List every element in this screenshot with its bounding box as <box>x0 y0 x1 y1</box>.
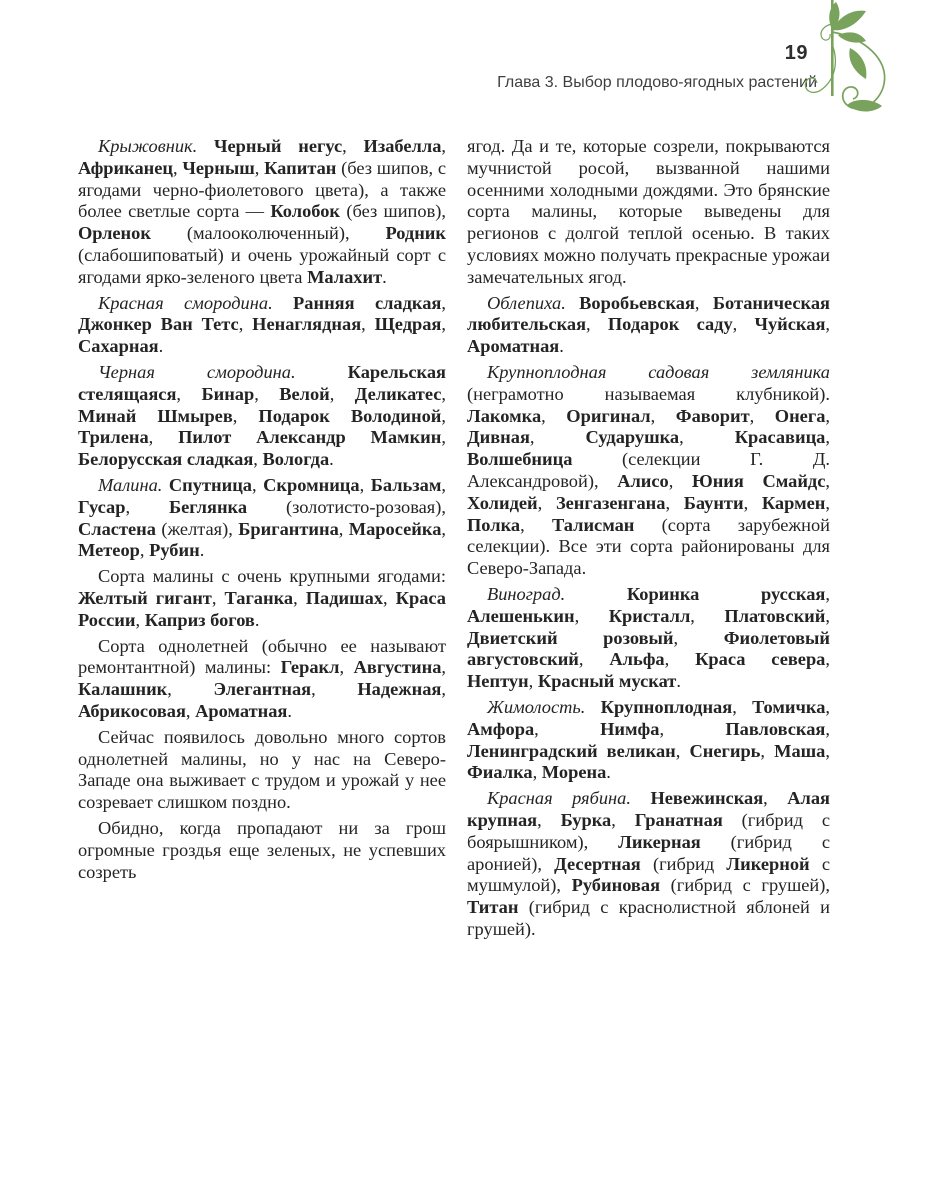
variety-name: Нимфа <box>600 718 660 739</box>
body-text: (без шипов), <box>340 201 446 222</box>
body-text: . <box>329 449 334 470</box>
body-text: , <box>825 405 831 426</box>
body-text: , <box>441 136 446 156</box>
body-text: . <box>199 540 205 561</box>
body-text: Сейчас появилось довольно много сортов однолетней малины, но у нас на Северо-Западе она выживает с трудом и урожай у нее созревает слишком поздно. <box>78 726 446 813</box>
body-text: (неграмотно называемая клубникой). <box>467 383 830 404</box>
species-name: Жимолость. <box>487 696 586 717</box>
body-text: , <box>232 405 259 426</box>
variety-name: Полка <box>467 514 521 535</box>
variety-name: Двиетский розовый <box>467 627 674 648</box>
body-text: , <box>825 314 831 335</box>
paragraph <box>467 584 830 693</box>
variety-name: Спутница <box>168 474 252 495</box>
variety-name: Нептун <box>467 671 529 692</box>
species-name: Крыжовник. <box>98 136 198 156</box>
body-text <box>296 362 348 382</box>
variety-name: Кармен <box>761 492 826 513</box>
body-text: , <box>659 718 726 739</box>
body-text: , <box>441 314 446 335</box>
body-text: , <box>148 427 179 448</box>
body-text: , <box>441 518 446 539</box>
body-text: . <box>606 762 611 783</box>
variety-name: Красавица <box>734 427 826 448</box>
variety-name: Рубиновая <box>571 875 661 896</box>
body-text: (селекции Г. Д. Александровой), <box>467 449 830 491</box>
species-name: Крупноплодная садовая земляника <box>487 361 830 382</box>
paragraph <box>467 136 830 289</box>
body-text: , <box>383 587 396 608</box>
body-text: , <box>532 762 542 783</box>
body-text: Обидно, когда пропадают ни за грош огромные гроздья еще зеленых, не успевших созреть <box>78 817 446 882</box>
body-text: , <box>578 649 610 670</box>
body-text: , <box>528 671 538 692</box>
body-text: , <box>441 657 446 678</box>
body-text: , <box>441 427 446 448</box>
variety-name: Алисо <box>617 470 669 491</box>
variety-name: Коринка русская <box>626 583 826 604</box>
variety-name: Бинар <box>201 383 255 404</box>
variety-name: Ароматная <box>467 336 560 357</box>
variety-name: Абрикосовая <box>78 700 186 721</box>
variety-name: Каприз богов <box>144 609 255 630</box>
body-text: . <box>287 700 292 721</box>
body-text: , <box>441 292 446 313</box>
body-text: (слабошиповатый) и очень урожайный сорт с ягодами ярко-зеленого цвета <box>78 244 446 287</box>
paragraph <box>467 697 830 784</box>
variety-name: Велой <box>279 383 330 404</box>
body-text: , <box>743 492 762 513</box>
variety-name: Невежинская <box>650 788 764 809</box>
body-text: (сорта зарубежной селекции). Все эти сорта районированы для Северо-Запада. <box>467 514 830 579</box>
variety-name: Ненаглядная <box>252 314 362 335</box>
variety-name: Алая крупная <box>467 788 830 830</box>
body-text <box>566 293 579 313</box>
variety-name: Сластена <box>78 518 156 539</box>
variety-name: Талисман <box>551 514 635 535</box>
body-text: . <box>158 336 164 357</box>
body-text: , <box>825 649 830 670</box>
variety-name: Лакомка <box>467 405 542 426</box>
variety-name: Надежная <box>357 679 442 700</box>
body-text: , <box>441 474 446 495</box>
body-text: (гибрид <box>640 853 727 874</box>
body-text: , <box>173 157 183 178</box>
body-text: ягод. Да и те, которые созрели, покрываются мучнистой росой, вызванной нашими осенними холодными дождями. Это брянские сорта малины, которые выведены для регионов с долгой теплой осенью. В таких условиях можно получать прекрасные урожаи замечательных ягод. <box>467 136 830 287</box>
page-number: 19 <box>784 42 808 64</box>
body-text: (гибрид с аронией), <box>467 831 830 874</box>
paragraph <box>78 475 446 562</box>
variety-name: Маросейка <box>348 518 442 539</box>
paragraph <box>467 788 830 941</box>
body-text: , <box>825 718 830 739</box>
paragraph <box>78 818 446 883</box>
text-column-left <box>78 136 446 887</box>
variety-name: Подарок саду <box>607 314 733 335</box>
variety-name: Элегантная <box>213 679 312 700</box>
species-name: Красная смородина. <box>98 292 273 313</box>
body-text: , <box>825 696 830 717</box>
body-text: , <box>825 583 830 604</box>
variety-name: Джонкер Ван Тетс <box>78 314 239 335</box>
paragraph <box>467 362 830 580</box>
variety-name: Калашник <box>78 679 168 700</box>
variety-name: Фиолетовый августовский <box>467 627 830 670</box>
body-text: (малооколюченный), <box>150 223 386 244</box>
body-text: , <box>185 700 196 721</box>
body-text: (без шипов, с ягодами черно-фиолетового цвета), а также более светлые сорта — <box>78 157 447 222</box>
variety-name: Гусар <box>78 496 126 517</box>
body-text: , <box>252 474 264 495</box>
body-text <box>273 293 293 313</box>
body-text: . <box>254 609 260 630</box>
variety-name: Подарок Володиной <box>258 405 442 426</box>
body-text: , <box>361 314 375 335</box>
body-text: , <box>441 405 446 426</box>
species-name: Черная смородина. <box>98 361 296 382</box>
paragraph <box>78 293 446 358</box>
body-text: , <box>825 470 831 491</box>
variety-name: Фаворит <box>675 405 750 426</box>
variety-name: Алешенькин <box>467 605 575 626</box>
body-text: , <box>441 383 446 404</box>
variety-name: Платовский <box>724 605 826 626</box>
body-text: (гибрид с боярышником), <box>467 809 830 852</box>
variety-name: Крупноплодная <box>600 696 733 717</box>
body-text: с мушмулой), <box>467 853 831 896</box>
variety-name: Бурка <box>560 809 612 830</box>
species-name: Малина. <box>98 474 163 495</box>
body-text: Сорта малины с очень крупными ягодами: <box>98 566 446 587</box>
paragraph <box>78 362 446 471</box>
body-text: , <box>293 587 306 608</box>
body-text: (золотисто-розовая), <box>247 496 446 517</box>
body-text <box>631 788 650 808</box>
body-text: , <box>694 292 713 313</box>
variety-name: Волшебница <box>467 449 573 470</box>
body-text: , <box>665 492 684 513</box>
variety-name: Трилена <box>78 427 149 448</box>
variety-name: Томичка <box>752 696 826 717</box>
variety-name: Падишах <box>305 587 384 608</box>
body-text: , <box>520 514 552 535</box>
body-text: , <box>541 405 567 426</box>
variety-name: Маша <box>774 740 826 761</box>
variety-name: Деликатес <box>354 383 442 404</box>
body-text: , <box>664 649 696 670</box>
variety-name: Ликерной <box>726 853 810 874</box>
variety-name: Юния Смайдс <box>691 470 826 491</box>
variety-name: Гранатная <box>634 809 723 830</box>
variety-name: Онега <box>774 405 826 426</box>
body-text: . <box>382 266 387 287</box>
body-text: , <box>586 314 608 335</box>
variety-name: Малахит <box>307 266 383 287</box>
variety-name: Капитан <box>264 157 337 178</box>
variety-name: Черный негус <box>214 136 343 156</box>
body-text: , <box>732 314 755 335</box>
chapter-running-head: Глава 3. Выбор плодово-ягодных растений <box>497 74 817 91</box>
body-text: , <box>611 809 635 830</box>
body-text: , <box>668 470 692 491</box>
variety-name: Титан <box>467 897 519 918</box>
paragraph <box>467 293 830 358</box>
body-text: , <box>825 427 830 448</box>
variety-name: Метеор <box>78 540 140 561</box>
body-text <box>585 697 600 717</box>
body-text: , <box>339 657 354 678</box>
body-text: . <box>676 671 681 692</box>
variety-name: Десертная <box>554 853 641 874</box>
variety-name: Августина <box>353 657 442 678</box>
body-text: , <box>211 587 225 608</box>
body-text: , <box>650 405 676 426</box>
body-text: , <box>311 679 358 700</box>
body-text: , <box>749 405 775 426</box>
variety-name: Родник <box>385 223 446 244</box>
variety-name: Красный мускат <box>537 671 677 692</box>
variety-name: Дивная <box>467 427 530 448</box>
variety-name: Пилот Александр Мамкин <box>178 427 442 448</box>
variety-name: Изабелла <box>363 136 442 156</box>
body-text: , <box>537 809 561 830</box>
variety-name: Фиалка <box>467 762 533 783</box>
body-text: , <box>167 679 214 700</box>
variety-name: Краса России <box>78 587 446 630</box>
variety-name: Сахарная <box>78 336 159 357</box>
species-name: Облепиха. <box>487 292 566 313</box>
body-text: , <box>139 540 150 561</box>
body-text: , <box>342 136 364 156</box>
body-text: (желтая), <box>155 518 239 539</box>
variety-name: Бальзам <box>370 474 442 495</box>
species-name: Виноград. <box>487 583 566 604</box>
body-text: . <box>559 336 564 357</box>
variety-name: Снегирь <box>689 740 761 761</box>
body-text: (гибрид с грушей), <box>660 875 830 896</box>
paragraph <box>78 636 446 723</box>
species-name: Красная рябина. <box>487 788 631 809</box>
variety-name: Ботаническая любительская <box>467 292 830 335</box>
body-text: , <box>359 474 371 495</box>
body-text: , <box>238 314 253 335</box>
variety-name: Орленок <box>78 223 151 244</box>
variety-name: Ароматная <box>195 700 288 721</box>
variety-name: Рубин <box>149 540 200 561</box>
body-text: , <box>763 788 788 809</box>
variety-name: Оригинал <box>566 405 651 426</box>
variety-name: Воробьевская <box>579 292 695 313</box>
body-text: , <box>690 605 725 626</box>
variety-name: Зенгазенгана <box>555 492 666 513</box>
variety-name: Краса севера <box>695 649 826 670</box>
body-text: (гибрид с краснолистной яблоней и грушей). <box>467 897 830 939</box>
body-text: , <box>825 740 830 761</box>
paragraph <box>78 136 446 289</box>
variety-name: Карельская стелящаяся <box>78 361 446 404</box>
variety-name: Баунти <box>683 492 744 513</box>
variety-name: Чуйская <box>754 314 826 335</box>
variety-name: Минай Шмырев <box>78 405 233 426</box>
variety-name: Ликерная <box>618 831 701 852</box>
floral-flourish-icon <box>791 0 907 126</box>
variety-name: Амфора <box>467 718 535 739</box>
body-text: , <box>441 679 446 700</box>
variety-name: Колобок <box>270 201 341 222</box>
body-text: , <box>529 427 586 448</box>
body-text <box>197 136 214 156</box>
body-text: , <box>176 383 202 404</box>
body-text: , <box>675 740 690 761</box>
variety-name: Бригантина <box>238 518 339 539</box>
variety-name: Павловская <box>725 718 826 739</box>
variety-name: Вологда <box>262 449 330 470</box>
body-text: , <box>125 496 169 517</box>
body-text: , <box>254 383 280 404</box>
paragraph <box>78 727 446 814</box>
body-text: , <box>338 518 349 539</box>
body-text: , <box>329 383 355 404</box>
variety-name: Кристалл <box>608 605 691 626</box>
body-text: , <box>825 492 830 513</box>
body-text: , <box>679 427 735 448</box>
variety-name: Морена <box>541 762 607 783</box>
variety-name: Альфа <box>609 649 665 670</box>
body-text: , <box>537 492 556 513</box>
body-text: , <box>825 605 830 626</box>
text-column-right <box>467 136 830 945</box>
body-text: Сорта однолетней (обычно ее называют ремонтантной) малины: <box>78 635 446 678</box>
variety-name: Сударушка <box>585 427 680 448</box>
body-text: , <box>574 605 609 626</box>
variety-name: Ранняя сладкая <box>293 292 442 313</box>
variety-name: Желтый гигант <box>78 587 212 608</box>
variety-name: Белорусская сладкая <box>78 449 254 470</box>
body-text: , <box>254 157 265 178</box>
variety-name: Холидей <box>467 492 538 513</box>
variety-name: Африканец <box>78 157 173 178</box>
variety-name: Щедрая <box>374 314 442 335</box>
body-text: , <box>135 609 145 630</box>
paragraph <box>78 566 446 631</box>
variety-name: Таганка <box>224 587 294 608</box>
body-text: , <box>760 740 775 761</box>
variety-name: Ленинградский великан <box>467 740 676 761</box>
variety-name: Скромница <box>263 474 360 495</box>
variety-name: Геракл <box>280 657 340 678</box>
variety-name: Беглянка <box>168 496 248 517</box>
body-text <box>565 584 627 604</box>
body-text: , <box>253 449 263 470</box>
body-text: , <box>534 718 601 739</box>
body-text: , <box>673 627 724 648</box>
variety-name: Черныш <box>182 157 255 178</box>
body-text: , <box>732 696 753 717</box>
